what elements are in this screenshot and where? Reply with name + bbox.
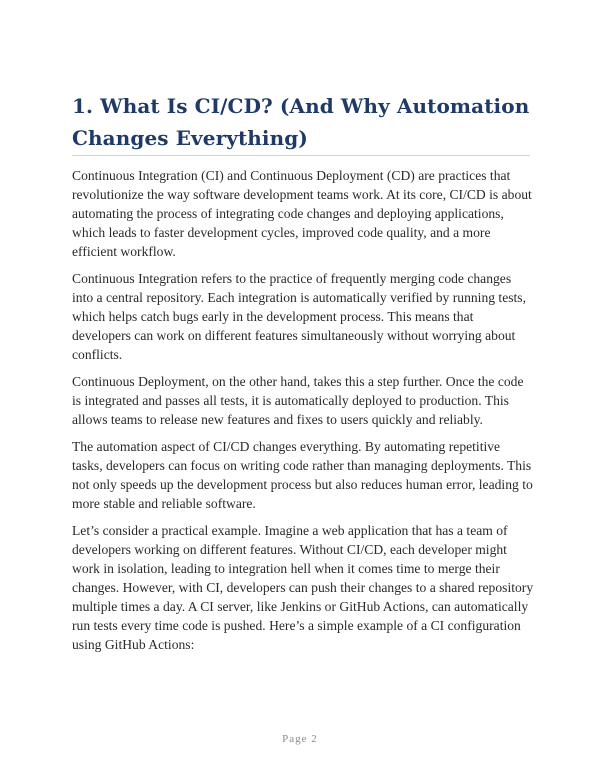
page-number: Page 2	[282, 733, 318, 745]
paragraph: Continuous Integration (CI) and Continuous Deployment (CD) are practices that revolutionize the way software development teams work. At its core, CI/CD is about automating the process of integrating code changes and deploying applications, which leads to faster development cycles, improved code quality, and a more efficient workflow.	[72, 168, 532, 259]
chapter-title: 1. What Is CI/CD? (And Why Automation Changes Everything)	[72, 94, 530, 150]
paragraph: Continuous Deployment, on the other hand, takes this a step further. Once the code is integrated and passes all tests, it is automatically deployed to production. This allows teams to release new features and fixes to users quickly and reliably.	[72, 374, 524, 427]
body-text	[72, 166, 534, 662]
paragraph: Let’s consider a practical example. Imagine a web application that has a team of developers working on different features. Without CI/CD, each developer might work in isolation, leading to integration hell when it comes time to merge their changes. However, with CI, developers can push their changes to a shared repository multiple times a day. A CI server, like Jenkins or GitHub Actions, can automatically run tests every time code is pushed. Here’s a simple example of a CI configuration using GitHub Actions:	[72, 523, 534, 652]
paragraph: The automation aspect of CI/CD changes everything. By automating repetitive tasks, developers can focus on writing code rather than managing deployments. This not only speeds up the development process but also reduces human error, leading to more stable and reliable software.	[72, 439, 533, 511]
paragraph: Continuous Integration refers to the practice of frequently merging code changes into a central repository. Each integration is automatically verified by running tests, which helps catch bugs early in the development process. This means that developers can work on different features simultaneously without worrying about conflicts.	[72, 271, 526, 362]
title-divider	[72, 155, 530, 156]
